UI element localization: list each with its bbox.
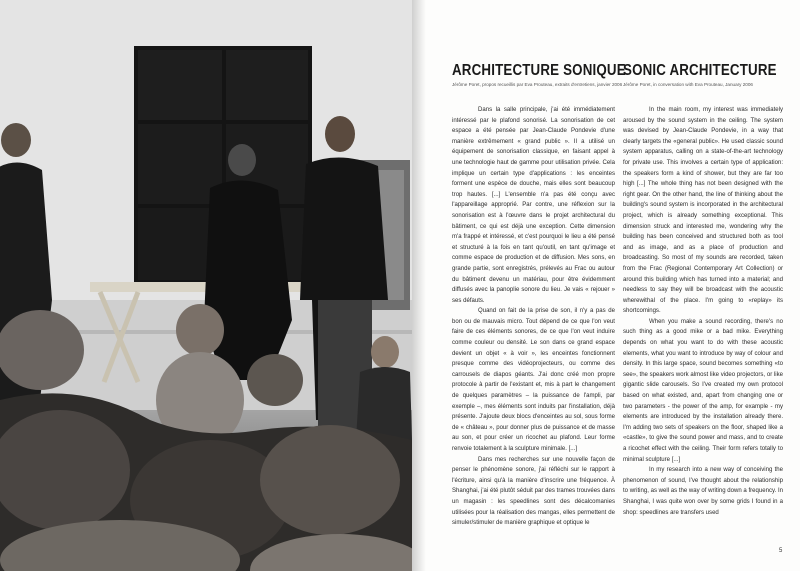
french-paragraph: Dans la salle principale, j'ai été immédiatement intéressé par le plafond sonorisé. La sonorisation de cet espace a été pensée par Jean-Claude Pondevie d'une manière extrêmement « grand public ». Il a utilisé un équipement de sonorisation classique, en faisant appel à une technologie haut de gamme pour utilisation privée. Cela implique un certain type d'applications : les enceintes forment une espèce de douche, mais elles sont beaucoup trop hautes. [...] L'ensemble n'a pas été conçu avec l'appareillage approprié. Par contre, une réflexion sur la sonorisation est à l'œuvre dans le projet architectural du bâtiment, ce qui est déjà une exception. Cette dimension m'a frappé et intéressé, et c'est pourquoi le lieu a été pensé et structuré à la fois en tant qu'outil, en tant qu'image et comme espace de production et de diffusion. Mes sons, en grande partie, sont enregistrés, prélevés au Frac ou autour du bâtiment devenu un matériau, pour être évidemment diffusés avec la panoplie sonore du lieu. Je vais « rejouer » ses défauts. [452, 107, 615, 304]
french-paragraph: Dans mes recherches sur une nouvelle façon de penser le phénomène sonore, j'ai réfléchi sur le rapport à l'écriture, ainsi qu'à la manière d'inscrire une fréquence. À Shanghai, j'ai été plutôt séduit par des trames trouvées dans un magasin : les speedlines sont des décalcomanies utilisées pour la réalisation des mangas, elles permettent de simuler/stimuler de manière graphique et optique le [452, 456, 615, 527]
french-title: ARCHITECTURE SONIQUE [452, 62, 626, 79]
page-number: 5 [779, 548, 783, 554]
english-paragraph: When you make a sound recording, there's no such thing as a good mike or a bad mike. Everything depends on what you want to do with these acoustic elements, what you want to introduce by way of colour and density. In this large space, sound becomes something «to see», the speakers work almost like video projectors, or like gigantic slide carousels. So I've created my own protocol based on what existed, and, apart from changing one or two parameters - the power of the amp, for example - my elements are introduced by the installation already there. I'm adding two sets of speakers on the floor, shaped like a «castle», to give the sound power and mass, and to create a ricochet effect with the ceiling. Their form refers totally to minimal sculpture [...] [623, 318, 783, 463]
french-paragraph: Quand on fait de la prise de son, il n'y a pas de bon ou de mauvais micro. Tout dépend de ce que l'on veut faire de ces éléments sonores, de ce que l'on veut induire comme couleur ou densité. Le son dans ce grand espace devient un objet « à voir », les enceintes fonctionnent presque comme des vidéoprojecteurs, ou comme des carrousels de diapos géants. J'ai donc créé mon propre protocole à partir de l'existant et, mis à part le changement de quelques paramètres – la puissance de l'ampli, par exemple –, mes éléments sont induits par l'installation, déjà présente. J'ajoute deux blocs d'enceintes au sol, sous forme de « château », pour donner plus de puissance et de masse au son, et pour créer un ricochet au plafond. Leur forme renvoie totalement à la sculpture minimale. [...] [452, 308, 615, 452]
english-credit: Jérôme Poret, in conversation with Eva Prouteau, January 2006 [623, 82, 753, 87]
french-column [452, 62, 626, 529]
english-column [623, 62, 783, 518]
page-gutter [412, 0, 426, 571]
english-title: SONIC ARCHITECTURE [623, 62, 777, 79]
french-body [452, 105, 615, 529]
english-body [623, 105, 783, 518]
english-paragraph: In the main room, my interest was immediately aroused by the sound system in the ceiling. The system was devised by Jean-Claude Pondevie, in a way that clearly targets the «general public». He used classic sound system apparatus, calling on a state-of-the-art technology for private use. This involves a certain type of application: the speakers form a kind of shower, but they are far too high [...] The whole thing has not been designed with the right gear. On the other hand, the line of thinking about the building's sound system is incorporated in the architectural project, which is already something exceptional. This dimension struck and interested me, wondering why the building has been conceived and structured both as tool and as image, and as a place of production and broadcasting. So most of my sounds are recorded, taken from the Frac (Regional Contemporary Art Collection) or around this building which has turned into a material; and needless to say they will be broadcast with the acoustic wherewithal of the place. I'm going to «replay» its shortcomings. [623, 107, 783, 315]
english-paragraph: In my research into a new way of conceiving the phenomenon of sound, I've thought about the relationship to writing, as well as the way of writing down a frequency. In Shanghai, I was quite won over by some grids I found in a shop: speedlines are transfers used [623, 467, 783, 516]
french-credit: Jérôme Poret, propos recueillis par Eva Prouteau, extraits d'entretiens, janvier 2006 [452, 82, 623, 87]
